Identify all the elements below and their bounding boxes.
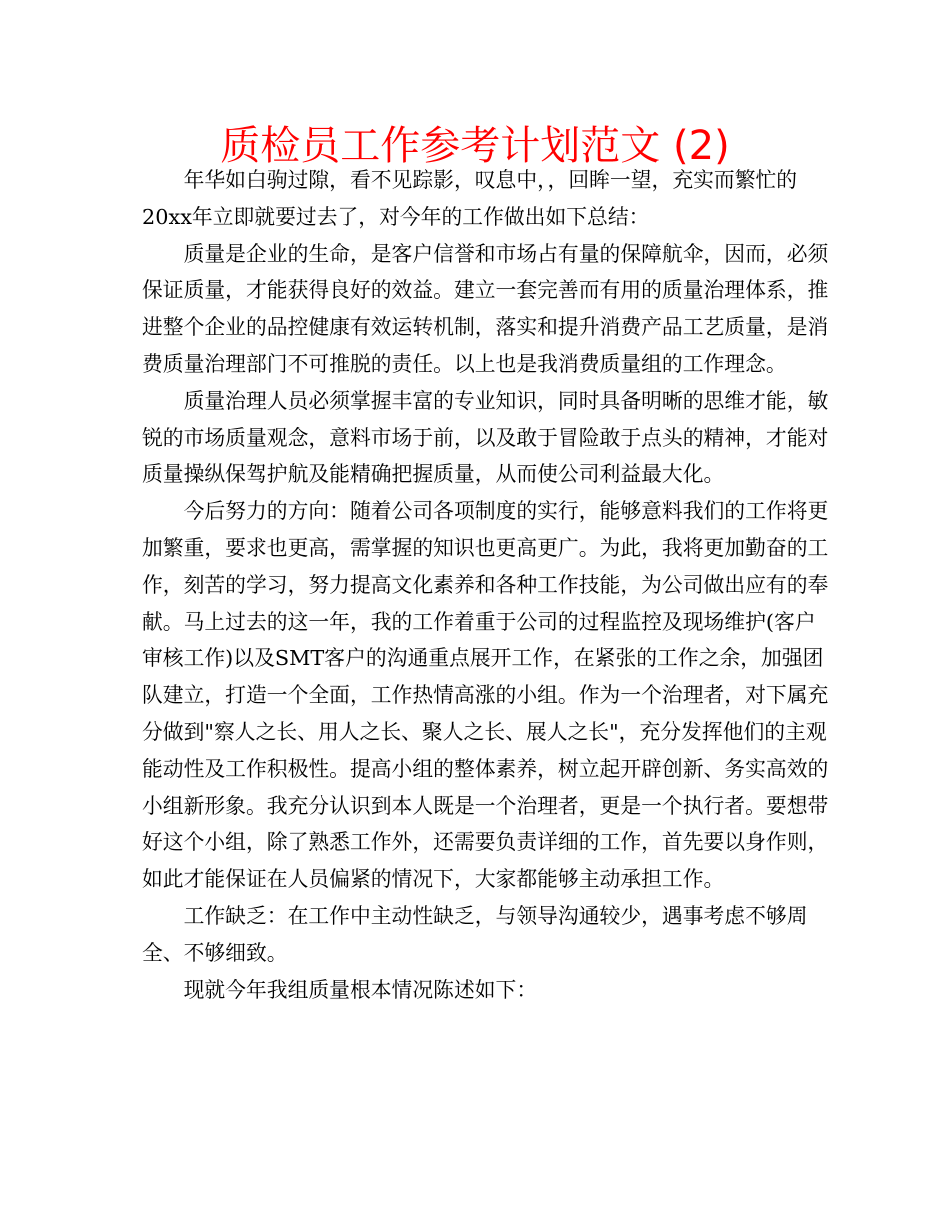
paragraph-shortcomings: 工作缺乏：在工作中主动性缺乏，与领导沟通较少，遇事考虑不够周全、不够细致。 [142,903,808,965]
document-body [142,162,832,1008]
document-title: 质检员工作参考计划范文 (2) [220,123,730,169]
paragraph-status-statement: 现就今年我组质量根本情况陈述如下： [183,977,538,1002]
paragraph-intro: 年华如白驹过隙，看不见踪影，叹息中，，回眸一望，充实而繁忙的20xx年立即就要过去了，对今年的工作做出如下总结： [142,168,798,229]
paragraph-future-direction: 今后努力的方向：随着公司各项制度的实行，能够意料我们的工作将更加繁重，要求也更高，需掌握的知识也更高更广。为此，我将更加勤奋的工作，刻苦的学习，努力提高文化素养和各种工作技能，为公司做出应有的奉献。马上过去的这一年，我的工作着重于公司的过程监控及现场维护(客户审核工作)以及SMT客户的沟通重点展开工作，在紧张的工作之余，加强团队建立，打造一个全面，工作热情高涨的小组。作为一个治理者，对下属充分做到"察人之长、用人之长、聚人之长、展人之长"，充分发挥他们的主观能动性及工作积极性。提高小组的整体素养，树立起开辟创新、务实高效的小组新形象。我充分认识到本人既是一个治理者，更是一个执行者。要想带好这个小组，除了熟悉工作外，还需要负责详细的工作，首先要以身作则，如此才能保证在人员偏紧的情况下，大家都能够主动承担工作。 [142,499,829,892]
paragraph-quality-life: 质量是企业的生命，是客户信誉和市场占有量的保障航伞，因而，必须保证质量，才能获得良好的效益。建立一套完善而有用的质量治理体系，推进整个企业的品控健康有效运转机制，落实和提升消费产品工艺质量，是消费质量治理部门不可推脱的责任。以上也是我消费质量组的工作理念。 [142,241,829,376]
paragraph-quality-staff: 质量治理人员必须掌握丰富的专业知识，同时具备明晰的思维才能，敏锐的市场质量观念，意料市场于前，以及敢于冒险敢于点头的精神，才能对质量操纵保驾护航及能精确把握质量，从而使公司利益最大化。 [142,388,829,487]
